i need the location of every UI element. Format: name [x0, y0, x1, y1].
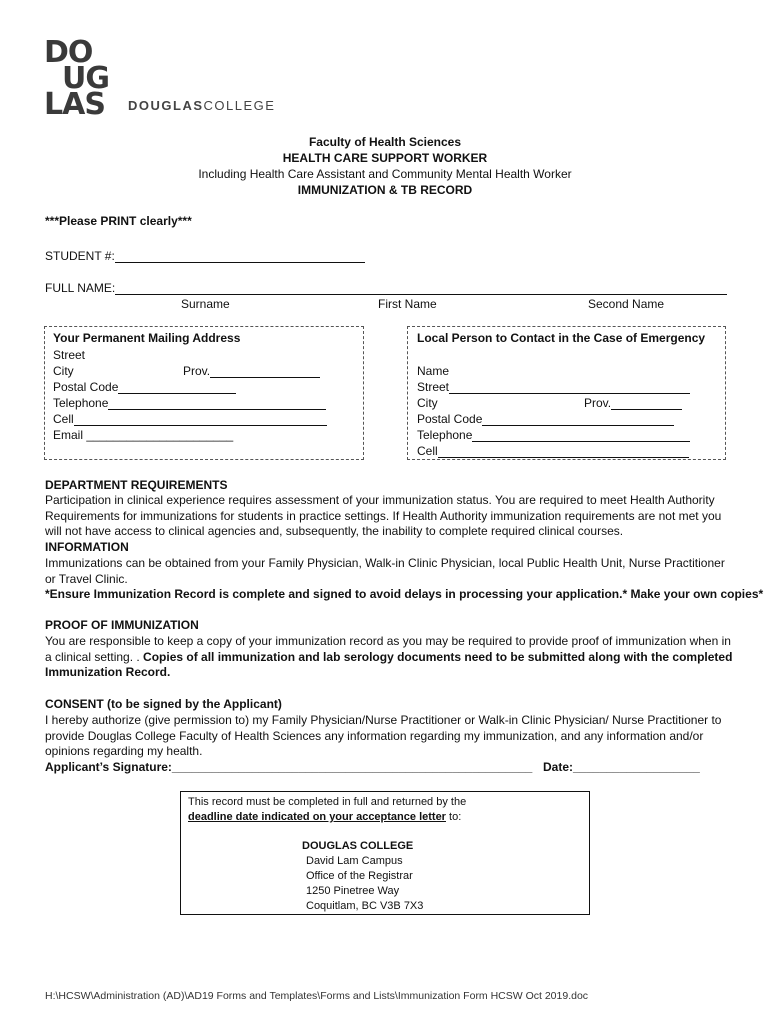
information-heading: INFORMATION	[45, 540, 129, 554]
logo-wordmark-light: COLLEGE	[203, 98, 276, 113]
proof-bold-text: Copies of all immunization and lab serology documents need to be submitted along with the completed Immunization Record.	[45, 649, 733, 679]
emergency-prov-field[interactable]	[611, 397, 682, 410]
mailing-prov-label: Prov.	[183, 364, 211, 378]
program-subtitle: Including Health Care Assistant and Community Mental Health Worker	[198, 167, 572, 181]
mailing-postal-label: Postal Code	[53, 380, 119, 394]
emergency-city-label: City	[417, 396, 438, 410]
record-title: IMMUNIZATION & TB RECORD	[297, 183, 473, 197]
logo-line-1: DO	[44, 35, 93, 70]
mailing-email-label[interactable]: Email ______________________	[53, 428, 234, 442]
emergency-street-field[interactable]	[449, 381, 690, 394]
return-instructions-box	[180, 791, 590, 915]
dept-requirements-heading: DEPARTMENT REQUIREMENTS	[45, 478, 228, 492]
return-line-2-rest: to:	[445, 811, 462, 823]
dept-requirements-text: Participation in clinical experience requires assessment of your immunization status. You are required to meet Health Authority Requirements for immunizations for students in practice settings. If Health Authority immunization requirements are not met you will not have access to clinical agencies and, subsequently, the inability to complete required clinical courses.	[45, 493, 722, 538]
full-name-field[interactable]	[115, 282, 727, 295]
print-note: ***Please PRINT clearly***	[45, 214, 192, 228]
emergency-prov-label: Prov.	[584, 396, 612, 410]
mailing-city-label: City	[53, 364, 74, 378]
logo-line-3: LAS	[44, 87, 105, 122]
return-line-2	[188, 810, 461, 825]
mailing-postal-field[interactable]	[118, 381, 236, 394]
consent-heading: CONSENT (to be signed by the Applicant)	[45, 697, 282, 711]
mailing-cell-field[interactable]	[74, 413, 327, 426]
faculty-title: Faculty of Health Sciences	[308, 135, 462, 149]
student-number-label: STUDENT #:	[45, 249, 115, 263]
emergency-street-label: Street	[417, 380, 450, 394]
logo-line-2: UG	[62, 61, 109, 96]
surname-caption: Surname	[181, 297, 230, 311]
proof-paragraph	[45, 634, 735, 681]
emergency-telephone-label: Telephone	[417, 428, 473, 442]
emergency-cell-label: Cell	[417, 444, 438, 458]
consent-text: I hereby authorize (give permission to) my Family Physician/Nurse Practitioner or Walk-in Clinic Physician/ Nurse Practitioner to provide Douglas College Faculty of Health Sciences any information regarding my immunization, and any information and/or opinions regarding my health.	[45, 713, 722, 758]
student-number-field[interactable]	[115, 250, 365, 263]
return-line-1: This record must be completed in full and returned by the	[188, 796, 467, 808]
emergency-telephone-field[interactable]	[472, 429, 690, 442]
footer-file-path: H:\HCSW\Administration (AD)\AD19 Forms and Templates\Forms and Lists\Immunization Form HCSW Oct 2019.doc	[45, 990, 589, 1002]
information-text: Immunizations can be obtained from your Family Physician, Walk-in Clinic Physician, local Public Health Unit, Nurse Practitioner or Travel Clinic.	[45, 556, 725, 586]
applicant-signature-line[interactable]: Applicant’s Signature:______________________________________________________	[45, 760, 533, 774]
return-org: DOUGLAS COLLEGE	[302, 840, 414, 852]
return-campus: David Lam Campus	[306, 855, 403, 867]
return-office: Office of the Registrar	[306, 870, 413, 882]
emergency-cell-field[interactable]	[438, 445, 689, 458]
proof-heading: PROOF OF IMMUNIZATION	[45, 618, 199, 632]
mailing-telephone-label: Telephone	[53, 396, 109, 410]
proof-text: You are responsible to keep a copy of your immunization record as you may be required to provide proof of immunization when in a clinical setting. .	[45, 634, 731, 664]
mailing-telephone-field[interactable]	[108, 397, 326, 410]
emergency-postal-field[interactable]	[482, 413, 674, 426]
first-name-caption: First Name	[378, 297, 437, 311]
mailing-address-title: Your Permanent Mailing Address	[53, 331, 241, 345]
emergency-postal-label: Postal Code	[417, 412, 483, 426]
mailing-prov-field[interactable]	[210, 365, 320, 378]
program-title: HEALTH CARE SUPPORT WORKER	[282, 151, 488, 165]
full-name-label: FULL NAME:	[45, 281, 116, 295]
return-street: 1250 Pinetree Way	[306, 885, 400, 897]
logo-wordmark-bold: DOUGLAS	[128, 98, 204, 113]
mailing-street-label: Street	[53, 348, 86, 362]
emergency-name-label: Name	[417, 364, 450, 378]
mailing-cell-label: Cell	[53, 412, 74, 426]
return-city: Coquitlam, BC V3B 7X3	[306, 900, 424, 912]
ensure-note: *Ensure Immunization Record is complete and signed to avoid delays in processing your application.* Make your own copies*	[45, 587, 764, 601]
deadline-text: deadline date indicated on your acceptance letter	[188, 811, 446, 823]
date-line[interactable]: Date:___________________	[543, 760, 700, 774]
second-name-caption: Second Name	[588, 297, 665, 311]
emergency-contact-title: Local Person to Contact in the Case of Emergency	[417, 331, 706, 345]
